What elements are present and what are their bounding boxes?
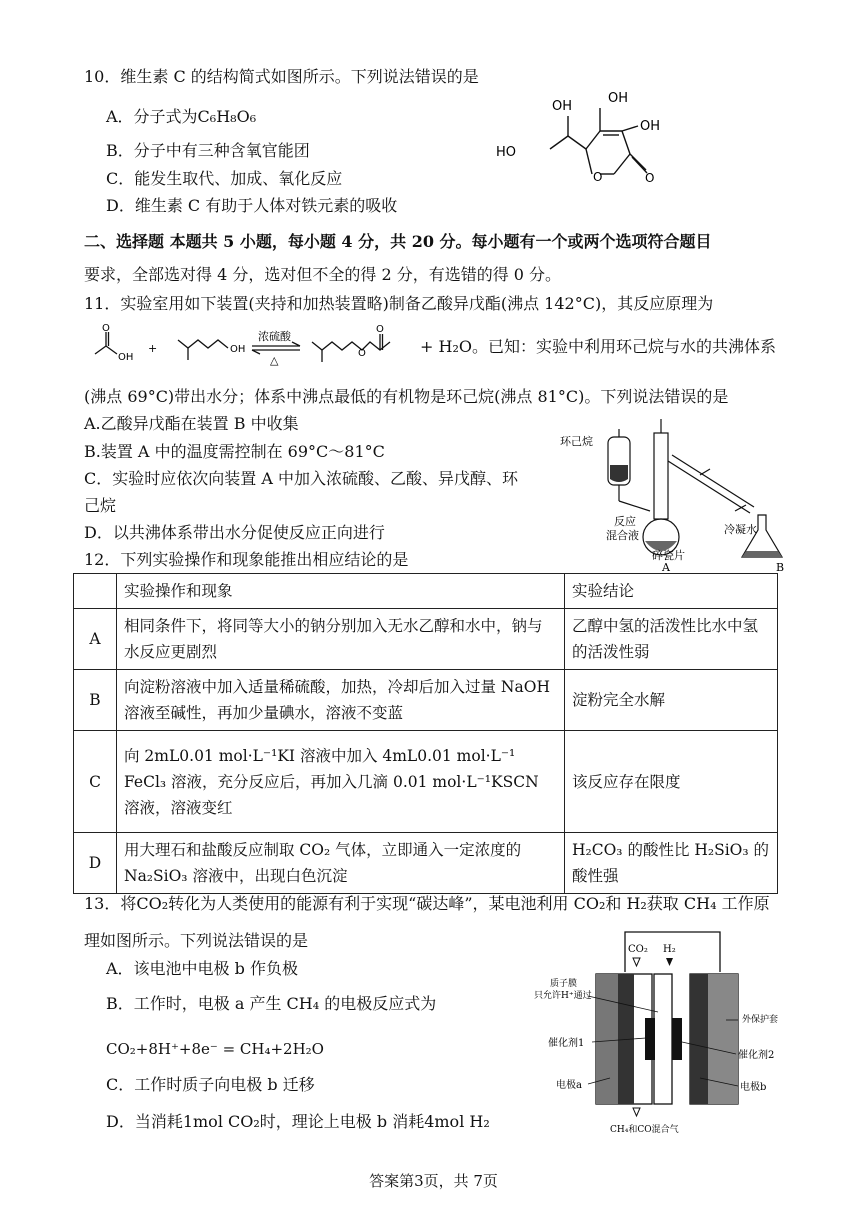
table-header-operation: 实验操作和现象 [117,574,565,609]
label-b: B [776,561,785,573]
q11-option-b: B.装置 A 中的温度需控制在 69°C～81°C [84,442,385,461]
svg-text:O: O [102,323,110,334]
row-label: C [74,731,117,833]
table-header-row [74,574,778,609]
condition-bottom: △ [270,354,279,367]
table-row [74,609,778,670]
section2-line2: 要求，全部选对得 4 分，选对但不全的得 2 分，有选错的得 0 分。 [84,265,562,284]
oh-label-top: OH [608,91,629,106]
label-cat1: 催化剂1 [548,1038,585,1049]
q10-option-a: A．分子式为C₆H₈O₆ [106,107,257,126]
row-label: B [74,670,117,731]
q13-stem1: 13．将CO₂转化为人类使用的能源有利于实现“碳达峰”，某电池利用 CO₂和 H₂获取 CH₄ 工作原 [84,894,770,913]
row-conclusion: 淀粉完全水解 [565,670,778,731]
row-conclusion: 该反应存在限度 [565,731,778,833]
table-row [74,833,778,894]
q11-reaction-tail: + H₂O。已知：实验中利用环己烷与水的共沸体系 [420,337,776,356]
label-membrane2: 只允许H⁺通过 [534,991,592,1001]
q11-option-c-line1: C．实验时应依次向装置 A 中加入浓硫酸、乙酸、异戊醇、环 [84,469,518,488]
svg-text:O: O [358,348,366,359]
q13-option-d: D．当消耗1mol CO₂时，理论上电极 b 消耗4mol H₂ [106,1112,490,1131]
label-mixture1: 反应 [614,515,636,528]
q11-stem2: (沸点 69°C)带出水分；体系中沸点最低的有机物是环己烷(沸点 81°C)。下列说法错误的是 [84,387,729,406]
label-mixture2: 混合液 [606,529,639,542]
table-row [74,731,778,833]
label-co2: CO₂ [628,944,648,955]
q11-option-d: D．以共沸体系带出水分促使反应正向进行 [84,523,385,542]
q13-option-b: B．工作时，电极 a 产生 CH₄ 的电极反应式为 [106,994,437,1013]
distillation-apparatus [560,415,800,573]
oh-label-right: OH [640,119,661,134]
q13-option-c: C．工作时质子向电极 b 迁移 [106,1075,315,1094]
row-conclusion: 乙醇中氢的活泼性比水中氢的活泼性弱 [565,609,778,670]
table-header-conclusion: 实验结论 [565,574,778,609]
label-membrane1: 质子膜 [550,979,578,989]
q10-stem: 10．维生素 C 的结构简式如图所示。下列说法错误的是 [84,67,479,86]
label-cold-water: 冷凝水 [724,523,757,536]
label-h2: H₂ [663,944,676,955]
reaction-equation [90,322,430,370]
ho-label: HO [496,145,517,160]
svg-text:O: O [593,170,603,184]
label-cyclohexane: 环己烷 [560,435,593,448]
label-cat2: 催化剂2 [738,1050,775,1061]
q11-option-c-line2: 己烷 [84,496,117,515]
row-operation: 向淀粉溶液中加入适量稀硫酸，加热，冷却后加入过量 NaOH 溶液至碱性，再加少量碘水，溶液不变蓝 [117,670,565,731]
battery-diagram [530,928,780,1136]
row-label: A [74,609,117,670]
q10-option-c: C．能发生取代、加成、氧化反应 [106,169,343,188]
row-conclusion: H₂CO₃ 的酸性比 H₂SiO₃ 的酸性强 [565,833,778,894]
q13-stem2: 理如图所示。下列说法错误的是 [84,931,309,950]
vitamin-c-structure [490,86,700,196]
svg-text:O: O [645,171,655,185]
q11-stem: 11．实验室用如下装置(夹持和加热装置略)制备乙酸异戊酯(沸点 142°C)，其反应原理为 [84,294,714,313]
svg-text:OH: OH [118,352,134,363]
label-out: CH₄和CO混合气 [610,1125,679,1135]
row-operation: 向 2mL0.01 mol·L⁻¹KI 溶液中加入 4mL0.01 mol·L⁻¹ FeCl₃ 溶液，充分反应后，再加入几滴 0.01 mol·L⁻¹KSCN 溶液，溶液变红 [117,731,565,833]
oh-label-left: OH [552,99,573,114]
page-footer: 答案第3页，共 7页 [369,1172,498,1190]
q10-option-b: B．分子中有三种含氧官能团 [106,141,310,160]
q13-option-a: A．该电池中电极 b 作负极 [106,959,298,978]
label-shell: 外保护套 [742,1015,779,1025]
q11-option-a: A.乙酸异戊酯在装置 B 中收集 [84,414,299,433]
svg-text:OH: OH [230,344,246,355]
label-porcelain: 碎瓷片 [652,549,685,562]
label-electrode-b: 电极b [740,1082,767,1093]
q10-option-d: D．维生素 C 有助于人体对铁元素的吸收 [106,196,398,215]
q12-stem: 12．下列实验操作和现象能推出相应结论的是 [84,550,409,569]
label-electrode-a: 电极a [556,1080,582,1091]
svg-text:O: O [376,324,384,335]
row-operation: 相同条件下，将同等大小的钠分别加入无水乙醇和水中，钠与水反应更剧烈 [117,609,565,670]
table-header-blank [74,574,117,609]
label-a: A [662,561,670,573]
condition-top: 浓硫酸 [258,330,291,343]
q13-equation: CO₂+8H⁺+8e⁻ = CH₄+2H₂O [106,1040,324,1058]
section2-line1: 二、选择题 本题共 5 小题，每小题 4 分，共 20 分。每小题有一个或两个选项符合题目 [84,232,712,251]
row-operation: 用大理石和盐酸反应制取 CO₂ 气体，立即通入一定浓度的 Na₂SiO₃ 溶液中，出现白色沉淀 [117,833,565,894]
row-label: D [74,833,117,894]
svg-text:+: + [148,342,158,355]
experiment-table [73,573,778,894]
table-row [74,670,778,731]
